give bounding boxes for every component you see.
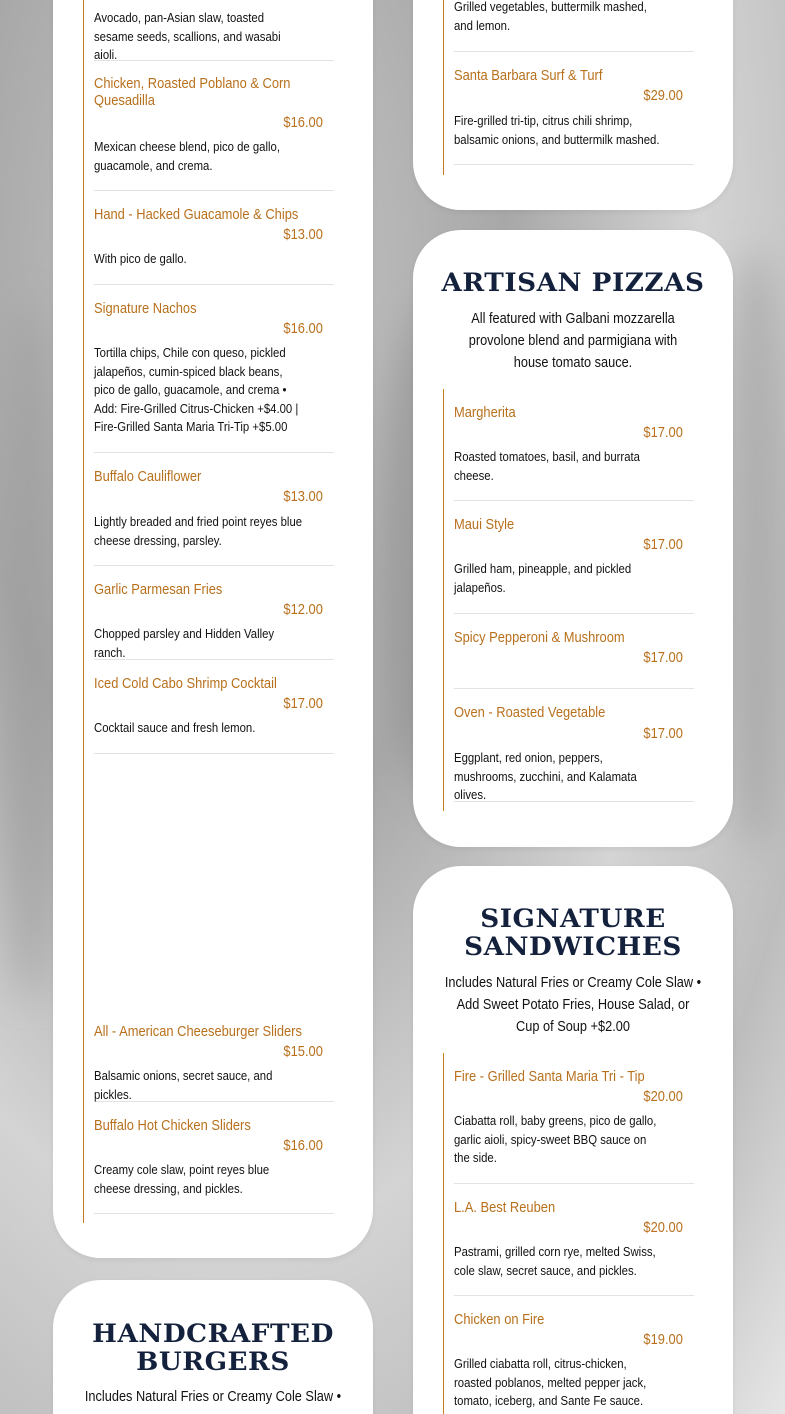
menu-item	[94, 285, 334, 453]
item-description: Roasted tomatoes, basil, and burrata cheese.	[454, 449, 640, 483]
item-description: Fire-grilled tri-tip, citrus chili shrimp, balsamic onions, and buttermilk mashed.	[454, 113, 660, 147]
item-price: $29.00	[643, 87, 683, 104]
menu-item	[94, 1008, 334, 1102]
section-title-line: SIGNATURE	[480, 904, 666, 933]
item-price: $20.00	[643, 1088, 683, 1105]
pizzas-card	[413, 230, 733, 847]
item-description: Tortilla chips, Chile con queso, pickled jalapeños, cumin-spiced black beans, pico de gallo, guacamole, and crema • Add: Fire-Grilled Citrus-Chicken +$4.00 | Fire-Grilled Santa Maria Tri-Tip +$5.00	[94, 345, 299, 434]
item-description: Ciabatta roll, baby greens, pico de gallo, garlic aioli, spicy-sweet BBQ sauce on the side.	[454, 1113, 657, 1165]
item-price: $17.00	[643, 536, 683, 553]
menu-item	[94, 1102, 334, 1214]
section-description: Includes Natural Fries or Creamy Cole Slaw • Add Sweet Potato Fries, House Salad, or Cup of Soup +$2.00	[444, 975, 702, 1035]
item-name: Maui Style	[454, 516, 515, 533]
item-name: Oven - Roasted Vegetable	[454, 704, 606, 721]
item-price: $16.00	[283, 114, 323, 131]
item-description: Pastrami, grilled corn rye, melted Swiss, cole slaw, secret sauce, and pickles.	[454, 1244, 656, 1278]
menu-item	[454, 1053, 694, 1184]
item-name: Buffalo Cauliflower	[94, 468, 202, 485]
item-price: $17.00	[643, 725, 683, 742]
menu-item	[454, 1184, 694, 1296]
menu-item	[94, 191, 334, 285]
item-name: Signature Nachos	[94, 300, 197, 317]
background-texture	[0, 300, 60, 1000]
menu-item	[94, 660, 334, 754]
item-price: $12.00	[283, 601, 323, 618]
menu-item	[94, 0, 334, 61]
section-description: All featured with Galbani mozzarella provolone blend and parmigiana with house tomato sauce.	[468, 311, 678, 371]
item-name: Chicken, Roasted Poblano & Corn Quesadilla	[94, 75, 291, 109]
menu-item	[454, 389, 694, 501]
item-description: Cocktail sauce and fresh lemon.	[94, 720, 256, 735]
item-description: Avocado, pan-Asian slaw, toasted sesame seeds, scallions, and wasabi aioli.	[94, 10, 281, 62]
item-name: Hand - Hacked Guacamole & Chips	[94, 206, 299, 223]
item-name: Chicken on Fire	[454, 1311, 545, 1328]
item-price: $17.00	[643, 424, 683, 441]
item-price: $16.00	[283, 320, 323, 337]
menu-item	[454, 689, 694, 802]
section-description: Includes Natural Fries or Creamy Cole Slaw •	[84, 1389, 342, 1405]
burgers-card	[53, 1280, 373, 1414]
pizzas-item-list	[443, 389, 703, 811]
menu-item	[94, 453, 334, 566]
item-name: Fire - Grilled Santa Maria Tri - Tip	[454, 1068, 645, 1085]
menu-item	[94, 566, 334, 660]
item-description: Eggplant, red onion, peppers, mushrooms, zucchini, and Kalamata olives.	[454, 750, 637, 802]
section-title: ARTISAN PIZZAS	[441, 268, 705, 297]
section-title-line: SANDWICHES	[464, 932, 682, 961]
item-name: Iced Cold Cabo Shrimp Cocktail	[94, 675, 277, 692]
starters-item-list	[83, 0, 343, 1223]
item-price: $17.00	[283, 695, 323, 712]
section-title-line: BURGERS	[136, 1347, 290, 1376]
item-name: Buffalo Hot Chicken Sliders	[94, 1117, 251, 1134]
section-title	[45, 1320, 381, 1376]
item-description: Mexican cheese blend, pico de gallo, guacamole, and crema.	[94, 139, 281, 173]
section-title-line: HANDCRAFTED	[92, 1319, 334, 1348]
item-price: $17.00	[643, 649, 683, 666]
item-price: $15.00	[283, 1043, 323, 1060]
menu-item	[454, 0, 694, 52]
entrees-item-list	[443, 0, 703, 175]
item-description: Lightly breaded and fried point reyes blue cheese dressing, parsley.	[94, 514, 303, 548]
menu-item	[94, 61, 334, 191]
starters-card	[53, 0, 373, 1258]
section-title	[405, 905, 741, 961]
item-description: With pico de gallo.	[94, 251, 187, 266]
item-price: $13.00	[283, 488, 323, 505]
item-name: Margherita	[454, 404, 516, 421]
item-name: Santa Barbara Surf & Turf	[454, 67, 603, 84]
menu-item	[454, 501, 694, 614]
item-description: Grilled ciabatta roll, citrus-chicken, roasted poblanos, melted pepper jack, tomato, iceberg, and Sante Fe sauce.	[454, 1356, 647, 1408]
item-description: Grilled ham, pineapple, and pickled jalapeños.	[454, 561, 632, 595]
sandwiches-item-list	[443, 1053, 703, 1414]
sandwiches-card	[413, 866, 733, 1414]
menu-item	[454, 1296, 694, 1414]
item-price: $20.00	[643, 1219, 683, 1236]
entrees-card	[413, 0, 733, 210]
menu-item	[454, 52, 694, 165]
item-price: $13.00	[283, 226, 323, 243]
menu-item	[454, 614, 694, 689]
item-price: $16.00	[283, 1137, 323, 1154]
item-name: All - American Cheeseburger Sliders	[94, 1023, 302, 1040]
item-description: Balsamic onions, secret sauce, and pickles.	[94, 1068, 273, 1102]
item-name: L.A. Best Reuben	[454, 1199, 556, 1216]
item-name: Spicy Pepperoni & Mushroom	[454, 629, 625, 646]
item-description: Creamy cole slaw, point reyes blue cheese dressing, and pickles.	[94, 1162, 270, 1196]
item-description: Grilled vegetables, buttermilk mashed, and lemon.	[454, 0, 647, 33]
item-price: $19.00	[643, 1331, 683, 1348]
item-description: Chopped parsley and Hidden Valley ranch.	[94, 626, 275, 660]
item-name: Garlic Parmesan Fries	[94, 581, 223, 598]
